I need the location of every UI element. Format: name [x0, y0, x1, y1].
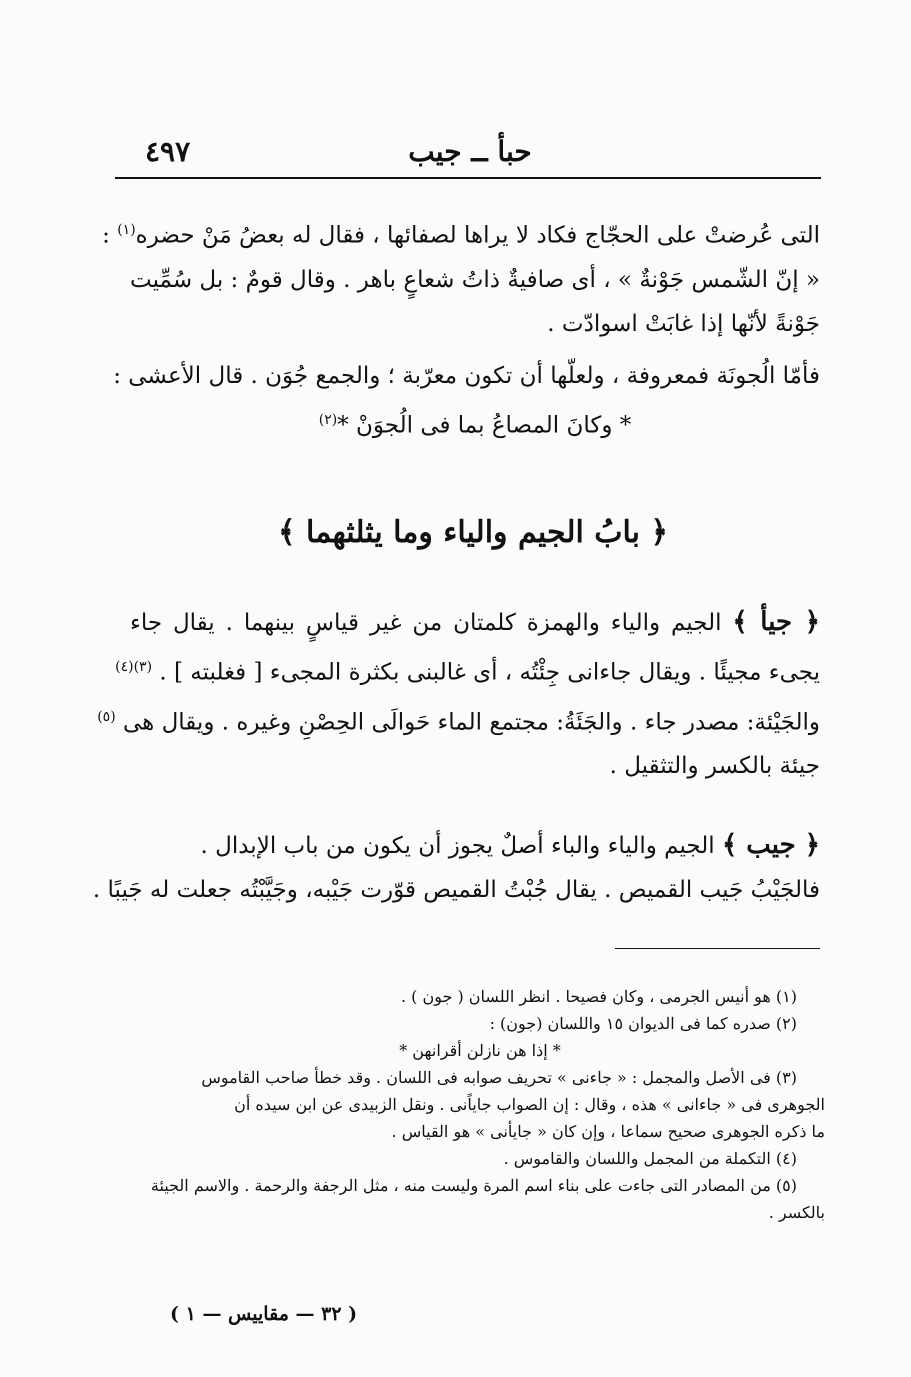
- text-line: يجىء مجيئًا . ويقال جاءانى جِئْتُه ، أى غالبنى بكثرة المجىء [ فغلبته ] . $^{(٣)(٤)}$: [115, 659, 820, 686]
- text-line: جيئة بالكسر والتثقيل .: [609, 753, 820, 780]
- footnote-continued: الجوهرى فى « جاءانى » هذه ، وقال : إن الصواب جاياًنى . ونقل الزبيدى عن ابن سيده أن: [234, 1095, 825, 1114]
- header-rule: [115, 177, 821, 179]
- footnote-continued: ما ذكره الجوهرى صحيح سماعا ، وإن كان « جايأنى » هو القياس .: [391, 1122, 825, 1141]
- page-title: حبأ ــ جيب: [408, 135, 532, 168]
- footnote-verse: * إذا هن نازلن أقرانهن *: [399, 1041, 561, 1060]
- footnote: (١) هو أنيس الجرمى ، وكان فصيحا . انظر اللسان ( جون ) .: [400, 987, 797, 1006]
- text-line: فالجَيْبُ جَيب القميص . يقال جُبْتُ القميص قوّرت جَيْبه، وجَيَّبْتُه جعلت له جَيبًا .: [92, 877, 820, 903]
- entry-jia: [97, 600, 821, 788]
- entry-headword: ﴿ جيب ﴾: [721, 830, 820, 860]
- footnote: (٤) التكملة من المجمل واللسان والقاموس .: [503, 1149, 797, 1168]
- text-line: ﴿ جيب ﴾ الجيم والياء والباء أصلٌ يجوز أن يكون من باب الإبدال .: [200, 830, 820, 860]
- text-line: « إنّ الشّمس جَوْنةٌ » ، أى صافيةٌ ذاتُ شعاعٍ باهر . وقال قومٌ : بل سُمِّيت: [130, 266, 820, 293]
- footnotes: [135, 983, 825, 1226]
- text-line: فأمّا الُجونَة فمعروفة ، ولعلّها أن تكون معرّبة ؛ والجمع جُوَن . قال الأعشى :: [113, 362, 820, 389]
- entry-jayb: [92, 823, 820, 912]
- signature-mark: ( ٣٢ — مقاييس — ١ ): [170, 1303, 358, 1325]
- running-header: [120, 135, 820, 175]
- text-line: والجَيْئة: مصدر جاء . والجَئَةُ: مجتمع الماء حَوالَى الحِصْنِ وغيره . ويقال هى $^{(٥)}$: [97, 708, 820, 736]
- footnote-continued: بالكسر .: [768, 1203, 825, 1222]
- footnote-ref: (٤): [115, 659, 134, 675]
- footnote-ref: (١): [117, 222, 136, 238]
- footnote-ref: (٥): [97, 708, 116, 725]
- footnote: (٢) صدره كما فى الديوان ١٥ واللسان (جون) :: [489, 1014, 797, 1033]
- verse-line: * وكانَ المصاعُ بما فى الُجوَنْ *$^{(٢)}$: [318, 411, 632, 439]
- entry-headword: ﴿ جيأ ﴾: [732, 607, 821, 637]
- page-number: ٤٩٧: [145, 135, 191, 168]
- footnote-rule: [615, 948, 820, 949]
- text-line: جَوْنةً لأنّها إذا غابَتْ اسوادّت .: [547, 310, 820, 337]
- footnote-ref: (٣): [133, 659, 153, 675]
- footnote-ref: (٢): [318, 411, 338, 428]
- chapter-heading: ﴿ بابُ الجيم والياء وما يثلثهما ﴾: [277, 515, 669, 550]
- footnote: (٣) فى الأصل والمجمل : « جاءنى » تحريف صوابه فى اللسان . وقد خطأ صاحب القاموس: [201, 1068, 797, 1087]
- footnote: (٥) من المصادر التى جاءت على بناء اسم المرة وليست منه ، مثل الرجفة والرحمة . والاسم الجيئة: [150, 1176, 797, 1195]
- intro-text: [102, 208, 820, 447]
- text-line: التى عُرضتْ على الحجّاج فكاد لا يراها لصفائها ، فقال له بعضُ مَنْ حضره$^{(١)}$ :: [102, 222, 820, 249]
- text-line: ﴿ جيأ ﴾ الجيم والياء والهمزة كلمتان من غير قياسٍ بينهما . يقال جاء: [130, 607, 821, 637]
